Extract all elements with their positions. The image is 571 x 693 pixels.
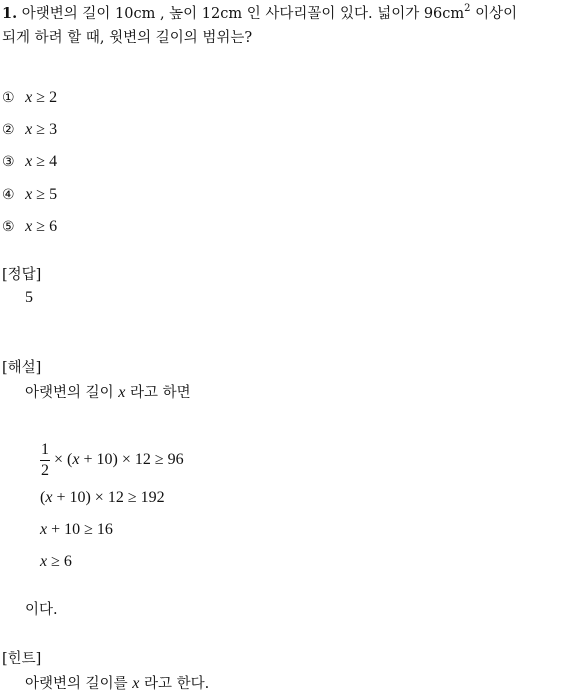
choice-4[interactable]	[2, 186, 57, 204]
hint-heading: [힌트]	[2, 651, 42, 667]
choice-expression: x ≥ 2	[25, 89, 58, 106]
choice-expression: x ≥ 5	[25, 186, 58, 203]
variable-x: x	[132, 675, 140, 692]
choice-marker: ④	[2, 187, 15, 203]
question-line-2: 되게 하려 할 때, 윗변의 길이의 범위는?	[2, 30, 253, 46]
question-number: 1.	[2, 5, 18, 22]
explanation-intro: 아랫변의 길이 x 라고 하면	[25, 384, 191, 401]
answer-heading: [정답]	[2, 267, 42, 283]
question-text-part-1: 아랫변의 길이 10cm , 높이 12cm 인 사다리꼴이 있다. 넓이가 96cm	[21, 6, 465, 22]
choice-marker: ⑤	[2, 219, 15, 235]
equation-2: (x + 10) × 12 ≥ 192	[40, 489, 165, 506]
explanation-heading: [해설]	[2, 360, 42, 376]
equation-3: x + 10 ≥ 16	[40, 521, 113, 538]
choice-expression: x ≥ 4	[25, 153, 58, 170]
choice-3[interactable]	[2, 153, 57, 171]
choice-marker: ②	[2, 122, 15, 138]
choice-1[interactable]	[2, 89, 57, 107]
question-text-part-2: 이상이	[470, 6, 518, 22]
hint-text: 아랫변의 길이를 x 라고 한다.	[25, 675, 210, 692]
question-line-1	[2, 2, 517, 23]
explanation-outro: 이다.	[25, 602, 58, 618]
equation-4: x ≥ 6	[40, 553, 72, 570]
equation-1: $\frac{1}{2}$ × (x + 10) × 12 ≥ 96	[41, 441, 184, 479]
answer-value: 5	[25, 289, 33, 306]
choice-expression: x ≥ 3	[25, 121, 58, 138]
choice-marker: ③	[2, 154, 15, 170]
choice-5[interactable]	[2, 218, 57, 236]
choice-marker: ①	[2, 90, 15, 106]
fraction-half: $\frac{1}{2}$	[41, 441, 49, 479]
question-superscript: 2	[464, 3, 471, 14]
variable-x: x	[118, 384, 126, 401]
choice-2[interactable]	[2, 121, 57, 139]
choice-expression: x ≥ 6	[25, 218, 58, 235]
